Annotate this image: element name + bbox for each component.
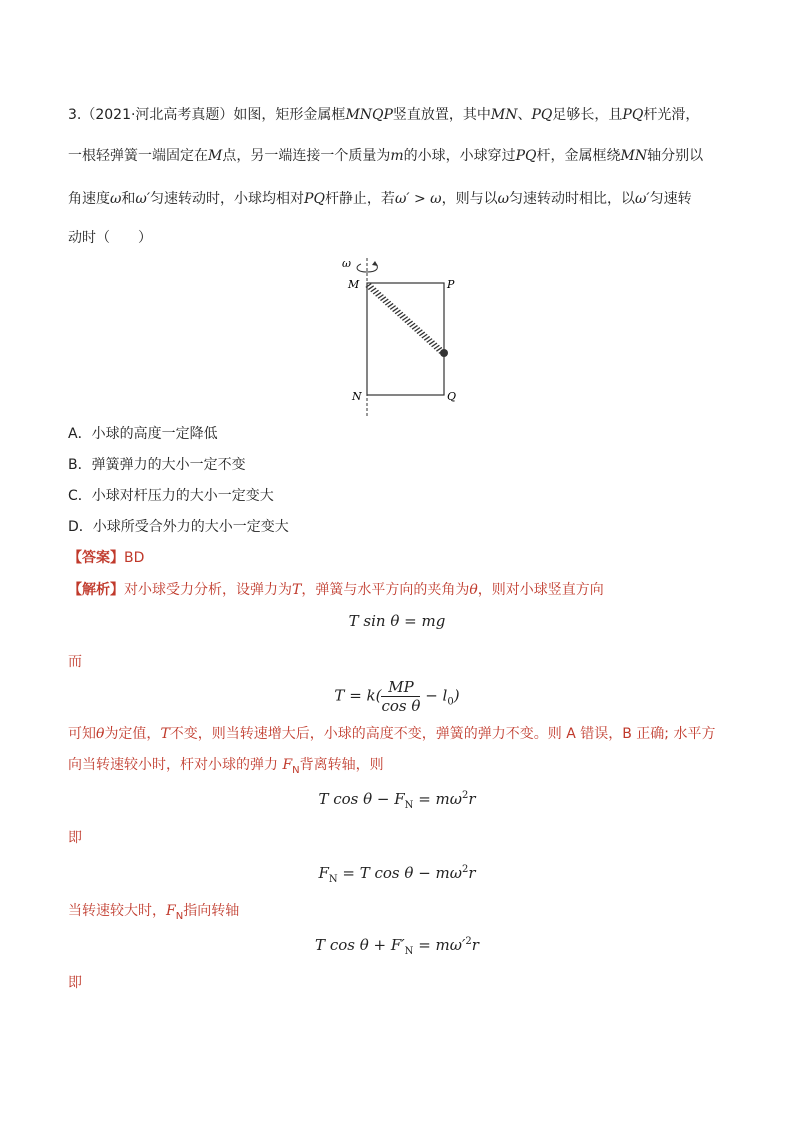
answer-value: BD (124, 550, 145, 566)
spring-coil (417, 330, 422, 334)
spring-coil (373, 290, 378, 294)
metal-frame (367, 283, 444, 395)
spring-coil (385, 301, 390, 305)
spring (366, 284, 444, 354)
ji-word-2: 即 (68, 975, 82, 991)
spring-coil (402, 317, 407, 321)
equation-3: T $\cos \theta - F_N = m\omega^2r$ (318, 790, 476, 811)
option-a: A．小球的高度一定降低 (68, 426, 218, 442)
question-line-4: 动时（ ） (68, 230, 152, 246)
equation-5: T $\cos \theta + F'_N = m\omega'^2r$ (315, 936, 479, 957)
option-b: B．弹簧弹力的大小一定不变 (68, 457, 246, 473)
spring-coil (412, 325, 417, 329)
question-line-1: 3.（2021·河北高考真题）如图，矩形金属框MNQP竖直放置，其中MN、PQ足够长，且PQ杆光滑， (68, 107, 700, 123)
label-P: P (447, 278, 455, 291)
equation-4: $F_N = T$ $\cos \theta - m\omega^2r$ (318, 864, 476, 885)
label-N: N (352, 390, 362, 403)
spring-coil (378, 295, 383, 299)
spring-coil (422, 334, 427, 338)
equation-2: T = k( $\frac{MP}{\text{cos θ}}$ − $l_0$) (334, 678, 460, 715)
er-word: 而 (68, 654, 82, 670)
answer-line (68, 548, 144, 568)
spring-coil (393, 308, 398, 312)
rotating-frame-figure (330, 250, 470, 420)
analysis-line-2: 可知θ为定值，T不变，则当转速增大后，小球的高度不变，弹簧的弹力不变。则 A 错误，B 正确; 水平方 (68, 726, 716, 742)
spring-coil (410, 323, 415, 327)
question-line-2: 一根轻弹簧一端固定在M点，另一端连接一个质量为m的小球，小球穿过PQ杆，金属框绕MN轴分别以 (68, 148, 704, 164)
option-d: D．小球所受合外力的大小一定变大 (68, 519, 289, 535)
ball (440, 349, 448, 357)
spring-coil (407, 321, 412, 325)
spring-coil (376, 292, 381, 296)
spring-coil (429, 341, 434, 345)
spring-coil (397, 312, 402, 316)
spring-coil (400, 314, 405, 318)
analysis-line-4: 当转速较大时，$F_N$指向转轴 (68, 903, 240, 922)
spring-coil (395, 310, 400, 314)
spring-coil (419, 332, 424, 336)
question-line-3: 角速度ω和ω′匀速转动时，小球均相对PQ杆静止，若ω′ > ω，则与以ω匀速转动时相比，以ω′匀速转 (68, 191, 692, 207)
spring-coil (427, 339, 432, 343)
ji-word-1: 即 (68, 830, 82, 846)
label-M: M (348, 278, 360, 291)
spring-coil (383, 299, 388, 303)
spring-coil (388, 303, 393, 307)
option-c: C．小球对杆压力的大小一定变大 (68, 488, 274, 504)
spring-coil (424, 336, 429, 340)
spring-coil (405, 319, 410, 323)
analysis-line-3: 向当转速较小时，杆对小球的弹力 $F_N$背离转轴，则 (68, 757, 384, 776)
omega-label: ω (342, 257, 351, 270)
label-Q: Q (447, 390, 457, 403)
spring-coil (368, 286, 373, 290)
answer-tag: 【答案】 (68, 550, 124, 566)
equation-1: T sin θ = mg (348, 612, 446, 630)
spring-coil (415, 328, 420, 332)
spring-coil (371, 288, 376, 292)
spring-coil (390, 306, 395, 310)
spring-coil (380, 297, 385, 301)
spring-coil (434, 345, 439, 349)
analysis-line-1: 【解析】对小球受力分析，设弹力为T，弹簧与水平方向的夹角为θ，则对小球竖直方向 (68, 582, 604, 598)
spring-coil (432, 343, 437, 347)
